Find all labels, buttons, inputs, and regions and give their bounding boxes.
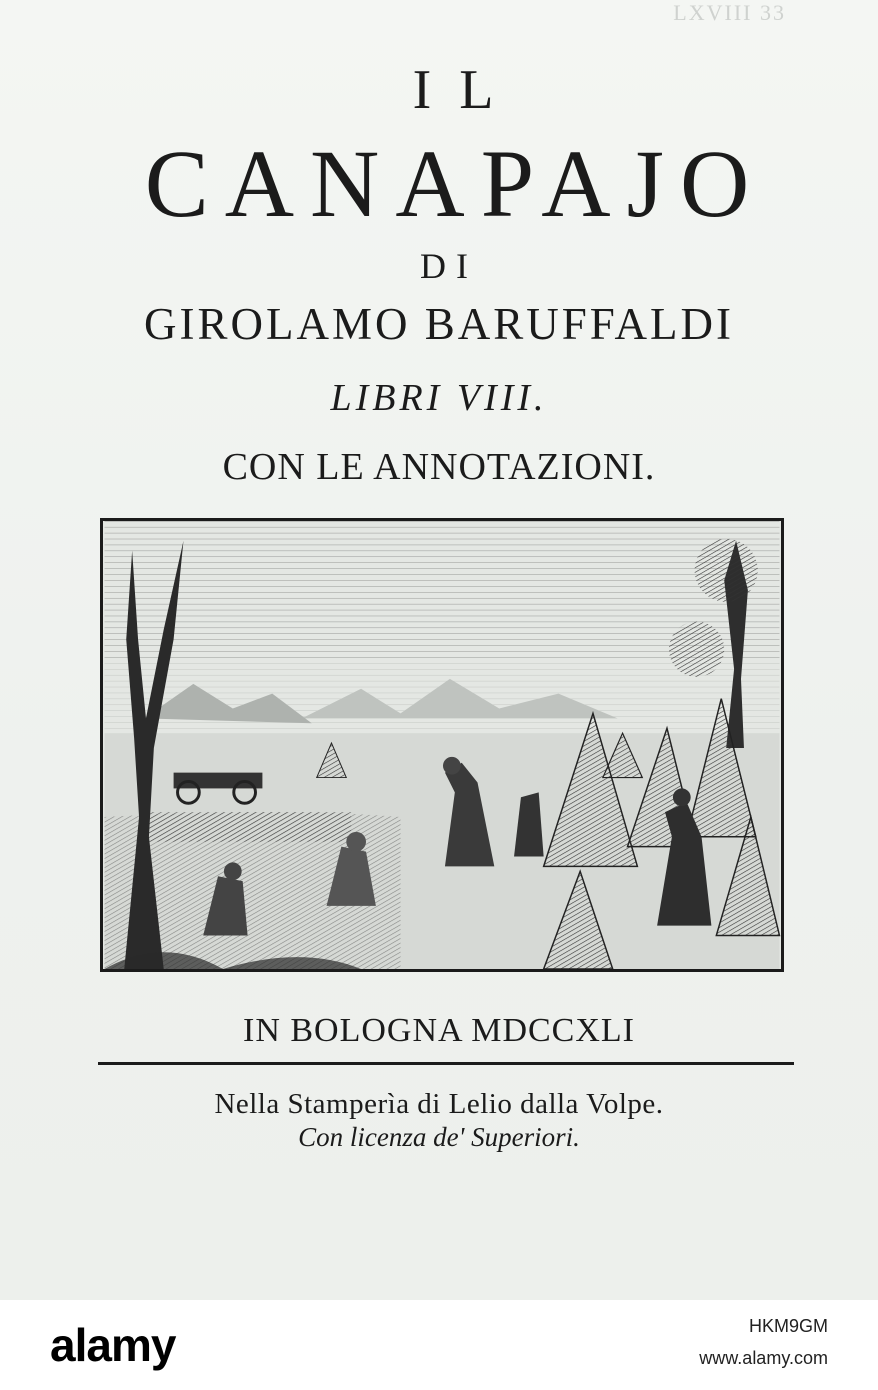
author-name: GIROLAMO BARUFFALDI [144, 299, 734, 349]
annotations-line: CON LE ANNOTAZIONI. [222, 446, 656, 488]
books-count: LIBRI VIII. [330, 377, 548, 419]
alamy-logo: alamy [50, 1319, 176, 1371]
stock-image-id: HKM9GM [748, 1316, 828, 1336]
stock-footer [0, 1300, 878, 1390]
printer-line: Nella Stamperìa di Lelio dalla Volpe. [214, 1088, 664, 1120]
stock-url: www.alamy.com [699, 1348, 828, 1368]
corner-shelfmark: LXVIII 33 [673, 0, 786, 25]
engraving-illustration [100, 518, 784, 972]
preposition: DI [420, 246, 478, 286]
imprint-place-date: IN BOLOGNA MDCCXLI [243, 1012, 635, 1049]
title-article: IL [412, 59, 522, 121]
divider-rule [98, 1062, 794, 1065]
book-title: CANAPAJO [144, 130, 766, 237]
hemp-harvest-engraving-icon [103, 521, 781, 969]
licence-line: Con licenza de' Superiori. [298, 1122, 580, 1152]
